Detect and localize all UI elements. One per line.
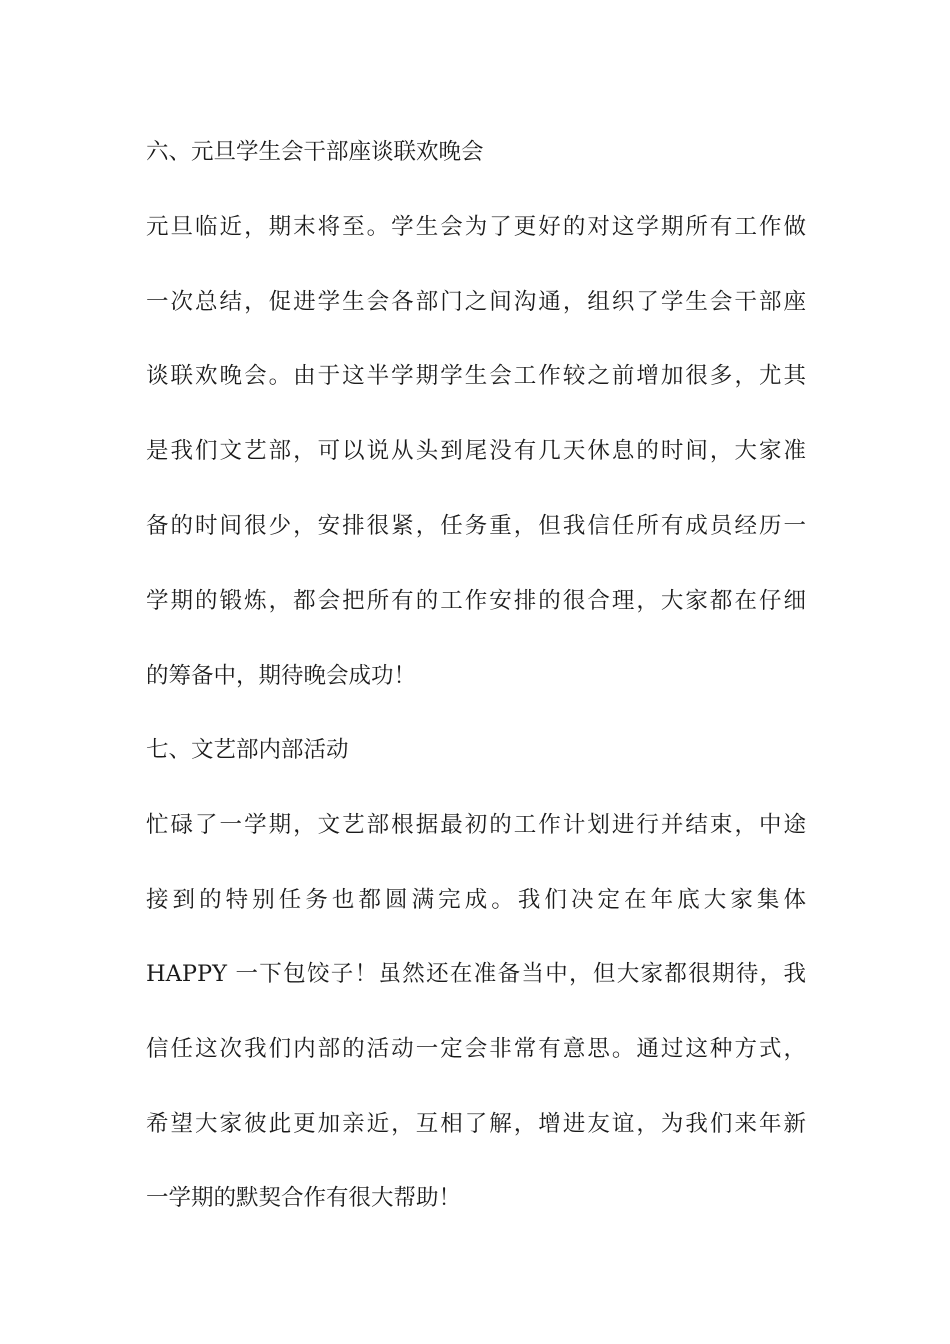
paragraph-line: 谈联欢晚会。由于这半学期学生会工作较之前增加很多，尤其 — [146, 363, 806, 389]
paragraph-line: 一次总结，促进学生会各部门之间沟通，组织了学生会干部座 — [146, 289, 806, 315]
paragraph-line: 忙碌了一学期，文艺部根据最初的工作计划进行并结束，中途 — [146, 812, 806, 838]
paragraph-line: 是我们文艺部，可以说从头到尾没有几天休息的时间，大家准 — [146, 438, 806, 464]
paragraph-line: 希望大家彼此更加亲近，互相了解，增进友谊，为我们来年新 — [146, 1111, 806, 1137]
paragraph-line: HAPPY 一下包饺子！虽然还在准备当中，但大家都很期待，我 — [146, 961, 806, 987]
paragraph-line: 备的时间很少，安排很紧，任务重，但我信任所有成员经历一 — [146, 513, 806, 539]
paragraph-line: 学期的锻炼，都会把所有的工作安排的很合理，大家都在仔细 — [146, 588, 806, 614]
paragraph-line: 接到的特别任务也都圆满完成。我们决定在年底大家集体 — [146, 887, 806, 913]
paragraph-line: 一学期的默契合作有很大帮助！ — [146, 1185, 462, 1211]
section-heading-6: 六、元旦学生会干部座谈联欢晚会 — [146, 139, 484, 165]
paragraph-line: 元旦临近，期末将至。学生会为了更好的对这学期所有工作做 — [146, 214, 806, 240]
paragraph-line: 信任这次我们内部的活动一定会非常有意思。通过这种方式， — [146, 1036, 806, 1062]
paragraph-line: 的筹备中，期待晚会成功！ — [146, 663, 417, 689]
section-heading-7: 七、文艺部内部活动 — [146, 737, 349, 763]
